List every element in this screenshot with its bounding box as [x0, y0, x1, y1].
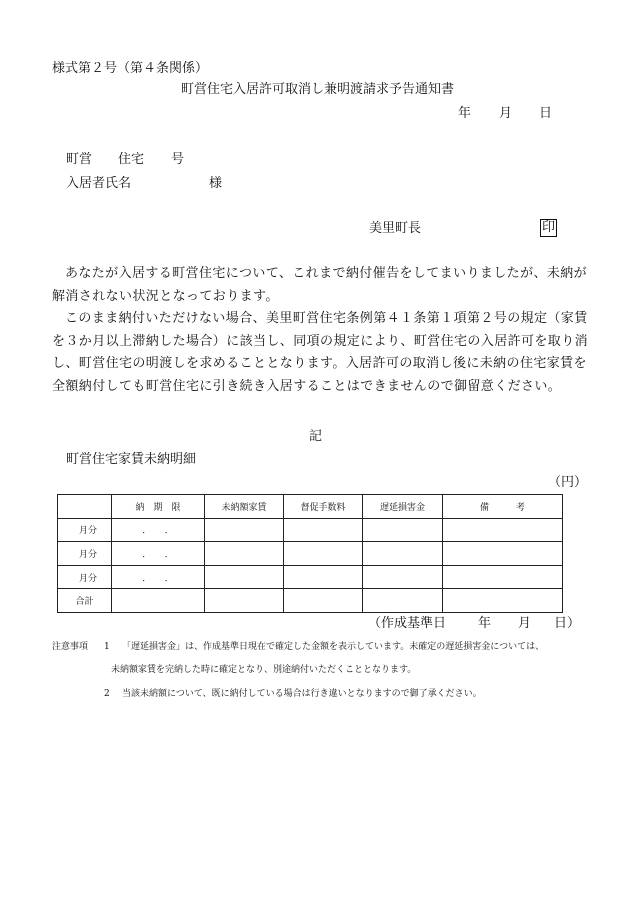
- ki-heading: 記: [309, 429, 323, 444]
- table-total-row: [58, 589, 563, 613]
- deadline-cell: [112, 589, 205, 613]
- note-2-line-1: 当該未納額について、既に納付している場合は行き違いとなりますので御了承ください。: [122, 689, 482, 699]
- date-day-label: 日: [539, 106, 553, 121]
- date-month-label: 月: [499, 106, 513, 121]
- remarks-cell: [443, 589, 563, 613]
- document-title: 町営住宅入居許可取消し兼明渡請求予告通知書: [181, 82, 455, 97]
- rent-cell: [205, 589, 284, 613]
- total-label: 合計: [58, 589, 112, 613]
- penalty-cell: [363, 542, 443, 566]
- rent-cell: [205, 518, 284, 542]
- base-date-year: 年: [478, 616, 492, 631]
- form-number: 様式第２号（第４条関係）: [52, 61, 209, 76]
- notes-label: 注意事項: [52, 642, 89, 652]
- row-label: 月分: [58, 542, 112, 566]
- fee-cell: [284, 565, 363, 589]
- deadline-cell: ． ．: [112, 542, 205, 566]
- rent-cell: [205, 542, 284, 566]
- table-row: [58, 518, 563, 542]
- table-row: [58, 565, 563, 589]
- note-1-line-1: 「遅延損害金」は、作成基準日現在で確定した金額を表示しています。未確定の遅延損害金については、: [122, 642, 545, 652]
- body-paragraph-1: あなたが入居する町営住宅について、これまで納付催告をしてまいりましたが、未納が解消されない状況となっております。: [52, 266, 588, 304]
- penalty-cell: [363, 565, 443, 589]
- remarks-cell: [443, 518, 563, 542]
- rent-cell: [205, 565, 284, 589]
- fee-cell: [284, 542, 363, 566]
- header-cell: 備 考: [443, 495, 563, 519]
- detail-heading: 町営住宅家賃未納明細: [66, 452, 197, 467]
- unit-number-label: 号: [171, 152, 185, 167]
- recipient-honorific: 様: [209, 176, 223, 191]
- base-date-prefix: （作成基準日: [368, 616, 447, 631]
- deadline-cell: ． ．: [112, 565, 205, 589]
- sender-title: 美里町長: [369, 221, 422, 236]
- fee-cell: [284, 518, 363, 542]
- remarks-cell: [443, 542, 563, 566]
- deadline-cell: ． ．: [112, 518, 205, 542]
- recipient-name-label: 入居者氏名: [66, 176, 132, 191]
- note-1-line-2: 未納額家賃を完納した時に確定となり、別途納付いただくこととなります。: [111, 665, 417, 675]
- base-date-month: 月: [518, 616, 532, 631]
- estate-prefix: 町営: [66, 152, 93, 167]
- header-cell: [58, 495, 112, 519]
- housing-label: 住宅: [118, 152, 145, 167]
- fee-cell: [284, 589, 363, 613]
- header-cell: 納 期 限: [112, 495, 205, 519]
- note-2-number: 2: [104, 689, 110, 699]
- seal-box: 印: [542, 220, 556, 235]
- date-year-label: 年: [458, 106, 472, 121]
- table-header-row: [58, 495, 563, 519]
- currency-unit: （円）: [548, 475, 588, 490]
- note-1-number: 1: [104, 642, 110, 652]
- table-row: [58, 542, 563, 566]
- arrears-table: [57, 494, 563, 613]
- row-label: 月分: [58, 565, 112, 589]
- header-cell: 督促手数料: [284, 495, 363, 519]
- seal-mark: [540, 219, 557, 237]
- remarks-cell: [443, 565, 563, 589]
- row-label: 月分: [58, 518, 112, 542]
- body-paragraph-2: このまま納付いただけない場合、美里町営住宅条例第４１条第１項第２号の規定（家賃を３か月以上滞納した場合）に該当し、同項の規定により、町営住宅の入居許可を取り消し、町営住宅の明渡しを求めることとなります。入居許可の取消し後に未納の住宅家賃を全額納付しても町営住宅に引き続き入居することはできませんので御留意ください。: [52, 311, 589, 394]
- penalty-cell: [363, 589, 443, 613]
- base-date-day: 日）: [554, 616, 581, 631]
- header-cell: 遅延損害金: [363, 495, 443, 519]
- header-cell: 未納額家賃: [205, 495, 284, 519]
- penalty-cell: [363, 518, 443, 542]
